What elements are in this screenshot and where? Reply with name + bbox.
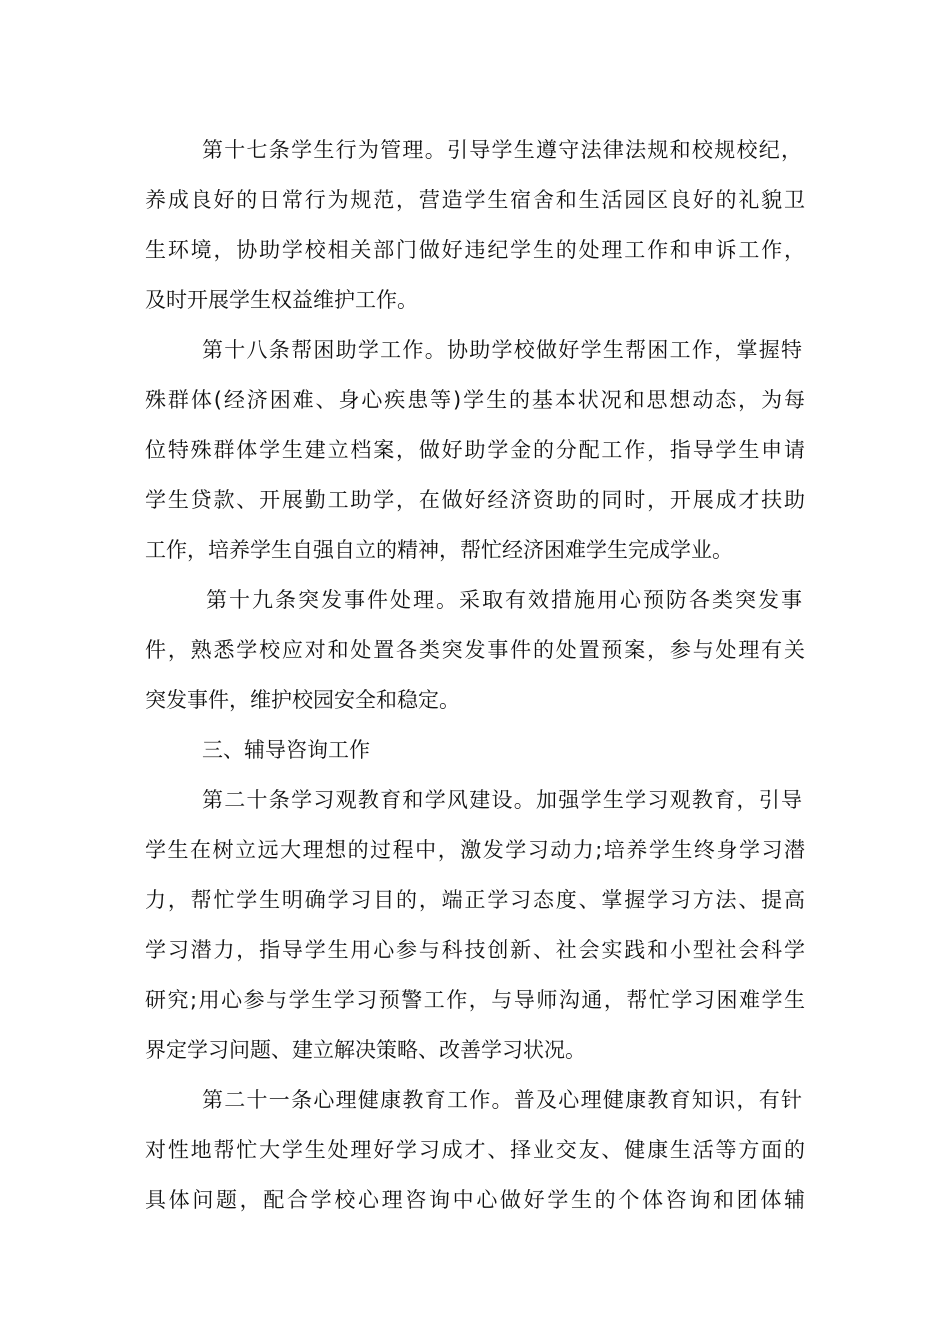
article-18-line-4: 学生贷款、开展勤工助学，在做好经济资助的同时，开展成才扶助 (145, 488, 805, 512)
article-19-line-2: 件，熟悉学校应对和处置各类突发事件的处置预案，参与处理有关 (145, 638, 805, 662)
article-20-line-4: 学习潜力，指导学生用心参与科技创新、社会实践和小型社会科学 (145, 938, 805, 962)
article-21-line-1: 第二十一条心理健康教育工作。普及心理健康教育知识，有针 (202, 1088, 802, 1112)
article-20-line-2: 学生在树立远大理想的过程中，激发学习动力;培养学生终身学习潜 (145, 838, 805, 862)
article-20-line-3: 力，帮忙学生明确学习目的，端正学习态度、掌握学习方法、提高 (145, 888, 805, 912)
article-20-line-5: 研究;用心参与学生学习预警工作，与导师沟通，帮忙学习困难学生 (145, 988, 805, 1012)
article-17-line-2: 养成良好的日常行为规范，营造学生宿舍和生活园区良好的礼貌卫 (145, 188, 805, 212)
article-18-line-1: 第十八条帮困助学工作。协助学校做好学生帮困工作，掌握特 (202, 338, 802, 362)
article-20-line-6: 界定学习问题、建立解决策略、改善学习状况。 (145, 1038, 586, 1062)
section-heading: 三、辅导咨询工作 (202, 738, 370, 762)
article-19-line-1: 第十九条突发事件处理。采取有效措施用心预防各类突发事 (206, 588, 802, 612)
article-18-line-2: 殊群体(经济困难、身心疾患等)学生的基本状况和思想动态，为每 (145, 388, 805, 412)
article-21-line-3: 具体问题，配合学校心理咨询中心做好学生的个体咨询和团体辅 (145, 1188, 805, 1212)
article-21-line-2: 对性地帮忙大学生处理好学习成才、择业交友、健康生活等方面的 (145, 1138, 805, 1162)
article-17-line-1: 第十七条学生行为管理。引导学生遵守法律法规和校规校纪， (202, 138, 802, 162)
article-19-line-3: 突发事件，维护校园安全和稳定。 (145, 688, 460, 712)
article-18-line-5: 工作，培养学生自强自立的精神，帮忙经济困难学生完成学业。 (145, 538, 733, 562)
article-20-line-1: 第二十条学习观教育和学风建设。加强学生学习观教育，引导 (202, 788, 802, 812)
article-17-line-4: 及时开展学生权益维护工作。 (145, 288, 418, 312)
article-18-line-3: 位特殊群体学生建立档案，做好助学金的分配工作，指导学生申请 (145, 438, 805, 462)
article-17-line-3: 生环境，协助学校相关部门做好违纪学生的处理工作和申诉工作， (145, 238, 805, 262)
